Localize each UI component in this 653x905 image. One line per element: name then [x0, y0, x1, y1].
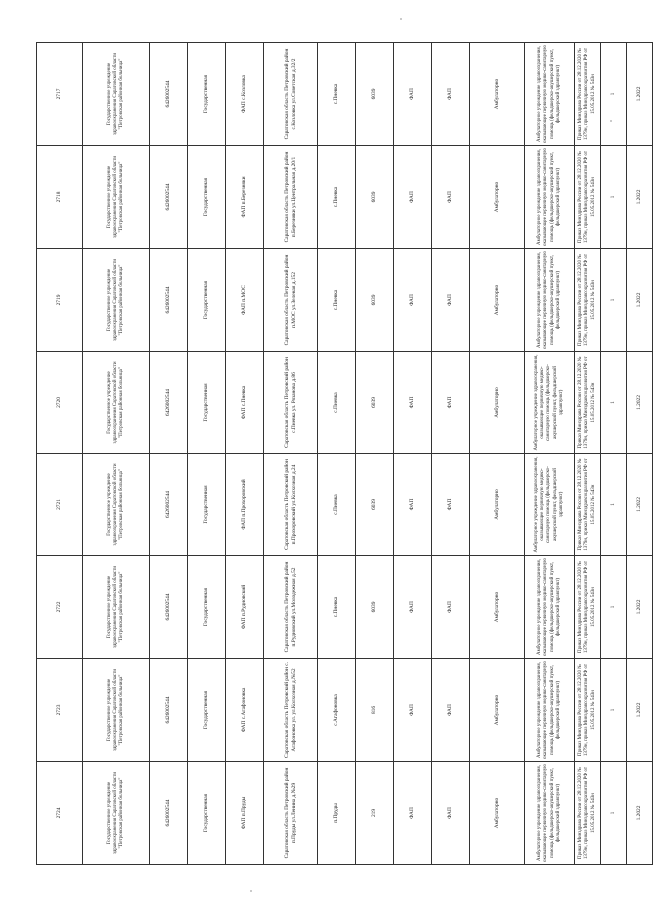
cell-facility-subtype: ФАП — [432, 352, 470, 454]
cell-facility-subtype: ФАП — [432, 556, 470, 659]
cell-facility-subtype: ФАП — [432, 146, 470, 249]
cell-settlement: с.Пневка — [318, 146, 356, 249]
cell-facility-type: ФАП — [394, 43, 432, 146]
cell-record-number: 2721 — [37, 454, 83, 556]
cell-inn-code: 6426002544 — [150, 556, 188, 659]
cell-institution-name: Государственное учреждение здравоохранения Саратовской области "Петровская районная больница" — [83, 352, 150, 454]
cell-institution-name: Государственное учреждение здравоохранения Саратовской области "Петровская районная больница" — [83, 43, 150, 146]
cell-care-conditions: Амбулаторно — [470, 659, 525, 762]
cell-facility-name: ФАП с.Пневка — [226, 352, 264, 454]
cell-facility-type: ФАП — [394, 659, 432, 762]
cell-regulatory-order: Приказ Минздрава России от 28.12.2020 № 1379н, приказ Минздравсоцразвития РФ от 15.05.2012 № 543н — [575, 556, 601, 659]
cell-date: 1.2022 — [627, 556, 653, 659]
cell-regulatory-order: Приказ Минздрава России от 28.12.2020 № 1379н, приказ Минздравсоцразвития РФ от 15.05.2012 № 543н — [575, 146, 601, 249]
cell-facility-subtype: ФАП — [432, 43, 470, 146]
cell-record-number: 2720 — [37, 352, 83, 454]
cell-unit-count: 1 — [601, 556, 627, 659]
cell-regulatory-order: Приказ Минздрава России от 28.12.2020 № 1379н, приказ Минздравсоцразвития РФ от 15.05.2012 № 543н — [575, 659, 601, 762]
cell-inn-code: 6426002544 — [150, 659, 188, 762]
cell-settlement: с.Пневка — [318, 43, 356, 146]
cell-structure-description: Амбулаторное учреждение здравоохранения, оказывающее первичную медико-санитарную помощь (фельдшерско-акушерский пункт, фельдшерский здравпункт) — [525, 556, 575, 659]
cell-care-conditions: Амбулаторно — [470, 43, 525, 146]
cell-facility-subtype: ФАП — [432, 454, 470, 556]
cell-inn-code: 6426002544 — [150, 249, 188, 352]
cell-facility-name: ФАП п.Рудновский — [226, 556, 264, 659]
cell-unit-count: 1 — [601, 659, 627, 762]
cell-unit-count: 1 — [601, 352, 627, 454]
cell-institution-name: Государственное учреждение здравоохранения Саратовской области "Петровская районная больница" — [83, 556, 150, 659]
cell-facility-address: Саратовская область Петровский район с. Агафоновка ул. ул.Колхозная д.№52 — [264, 659, 318, 762]
table-row-facility-name — [226, 43, 264, 865]
table-row-ownership-form — [188, 43, 226, 865]
cell-facility-name: ФАП п.Березняки — [226, 146, 264, 249]
cell-ownership-form: Государственная — [188, 146, 226, 249]
cell-record-number: 2719 — [37, 249, 83, 352]
cell-inn-code: 6426002544 — [150, 762, 188, 865]
cell-facility-subtype: ФАП — [432, 762, 470, 865]
cell-facility-type: ФАП — [394, 146, 432, 249]
cell-inn-code: 6426002544 — [150, 146, 188, 249]
cell-facility-name: ФАП п.Прохоровский — [226, 454, 264, 556]
cell-ownership-form: Государственная — [188, 43, 226, 146]
cell-facility-name: ФАП п.Пруды — [226, 762, 264, 865]
cell-care-conditions: Амбулаторно — [470, 249, 525, 352]
cell-regulatory-order: Приказ Минздрава России от 28.12.2020 № 1379н, приказ Минздравсоцразвития РФ от 15.05.2012 № 543н — [575, 249, 601, 352]
cell-facility-subtype: ФАП — [432, 249, 470, 352]
table-row-unit-count — [601, 43, 627, 865]
cell-unit-count: 1 — [601, 762, 627, 865]
cell-settlement: с.Пневка — [318, 556, 356, 659]
cell-facility-type: ФАП — [394, 352, 432, 454]
cell-date: 1.2022 — [627, 762, 653, 865]
cell-facility-address: Саратовская область Петровский район п.Прохоровский ул.Колхозная д.24 — [264, 454, 318, 556]
cell-care-conditions: Амбулаторно — [470, 352, 525, 454]
cell-institution-name: Государственное учреждение здравоохранения Саратовской области "Петровская районная больница" — [83, 146, 150, 249]
cell-facility-address: Саратовская область Петровский район п.МОС ул.Зеленая д.152 — [264, 249, 318, 352]
cell-ownership-form: Государственная — [188, 249, 226, 352]
cell-settlement: с.Пневка — [318, 352, 356, 454]
cell-structure-description: Амбулаторное учреждение здравоохранения, оказывающее первичную медико-санитарную помощь (фельдшерско-акушерский пункт, фельдшерский здравпункт) — [525, 762, 575, 865]
cell-structure-description: Амбулаторное учреждение здравоохранения, оказывающее первичную медико-санитарную помощь (фельдшерско-акушерский пункт, фельдшерский здравпункт) — [525, 249, 575, 352]
cell-facility-subtype: ФАП — [432, 659, 470, 762]
cell-population: 6039 — [356, 352, 394, 454]
cell-institution-name: Государственное учреждение здравоохранения Саратовской области "Петровская районная больница" — [83, 762, 150, 865]
cell-facility-type: ФАП — [394, 762, 432, 865]
cell-ownership-form: Государственная — [188, 762, 226, 865]
cell-regulatory-order: Приказ Минздрава России от 28.12.2020 № 1379н, приказ Минздравсоцразвития РФ от 15.05.2012 № 543н — [575, 352, 601, 454]
table-row-facility-address — [264, 43, 318, 865]
cell-population: 219 — [356, 762, 394, 865]
cell-population: 6039 — [356, 249, 394, 352]
cell-regulatory-order: Приказ Минздрава России от 28.12.2020 № 1379н, приказ Минздравсоцразвития РФ от 15.05.2012 № 543н — [575, 43, 601, 146]
cell-facility-name: ФАП п.МОС — [226, 249, 264, 352]
cell-ownership-form: Государственная — [188, 454, 226, 556]
cell-ownership-form: Государственная — [188, 352, 226, 454]
cell-unit-count: 1 — [601, 146, 627, 249]
rotated-table-wrapper — [36, 43, 643, 865]
cell-structure-description: Амбулаторное учреждение здравоохранения, оказывающее первичную медико-санитарную помощь (фельдшерско-акушерский пункт, фельдшерский здравпункт) — [525, 454, 575, 556]
cell-facility-address: Саратовская область Петровский район п.Березняки ул.Центральная д.20/1 — [264, 146, 318, 249]
cell-facility-address: Саратовская область Петровский район п.Рудновский ул.Молодежная д.52 — [264, 556, 318, 659]
cell-regulatory-order: Приказ Минздрава России от 28.12.2020 № 1379н, приказ Минздравсоцразвития РФ от 15.05.2012 № 543н — [575, 454, 601, 556]
cell-structure-description: Амбулаторное учреждение здравоохранения, оказывающее первичную медико-санитарную помощь (фельдшерско-акушерский пункт, фельдшерский здравпункт) — [525, 352, 575, 454]
table-row-inn-code — [150, 43, 188, 865]
cell-settlement: с.Пневка — [318, 454, 356, 556]
cell-record-number: 2724 — [37, 762, 83, 865]
cell-care-conditions: Амбулаторно — [470, 146, 525, 249]
cell-ownership-form: Государственная — [188, 659, 226, 762]
cell-population: 6039 — [356, 43, 394, 146]
registry-table — [36, 42, 653, 865]
cell-regulatory-order: Приказ Минздрава России от 28.12.2020 № 1379н, приказ Минздравсоцразвития РФ от 15.05.2012 № 543н — [575, 762, 601, 865]
cell-structure-description: Амбулаторное учреждение здравоохранения, оказывающее первичную медико-санитарную помощь (фельдшерско-акушерский пункт, фельдшерский здравпункт) — [525, 43, 575, 146]
cell-record-number: 2717 — [37, 43, 83, 146]
cell-inn-code: 6426002544 — [150, 352, 188, 454]
cell-date: 1.2022 — [627, 454, 653, 556]
cell-record-number: 2723 — [37, 659, 83, 762]
cell-inn-code: 6426002544 — [150, 454, 188, 556]
scan-speck — [400, 18, 402, 20]
cell-settlement: п.Пруды — [318, 762, 356, 865]
cell-date: 1.2022 — [627, 659, 653, 762]
table-row-structure-description — [525, 43, 575, 865]
cell-facility-address: Саратовская область Петровский район с.Козловка ул.Советская д.32/2 — [264, 43, 318, 146]
cell-record-number: 2718 — [37, 146, 83, 249]
cell-date: 1.2022 — [627, 43, 653, 146]
cell-care-conditions: Амбулаторно — [470, 454, 525, 556]
cell-institution-name: Государственное учреждение здравоохранения Саратовской области "Петровская районная больница" — [83, 454, 150, 556]
cell-record-number: 2722 — [37, 556, 83, 659]
table-row-settlement — [318, 43, 356, 865]
cell-population: 6039 — [356, 556, 394, 659]
cell-ownership-form: Государственная — [188, 556, 226, 659]
cell-institution-name: Государственное учреждение здравоохранения Саратовской области "Петровская районная больница" — [83, 659, 150, 762]
cell-population: 816 — [356, 659, 394, 762]
cell-structure-description: Амбулаторное учреждение здравоохранения, оказывающее первичную медико-санитарную помощь (фельдшерско-акушерский пункт, фельдшерский здравпункт) — [525, 146, 575, 249]
cell-unit-count: 1 — [601, 454, 627, 556]
cell-settlement: с.Агафоновка — [318, 659, 356, 762]
cell-facility-type: ФАП — [394, 454, 432, 556]
cell-inn-code: 6426002544 — [150, 43, 188, 146]
table-row-record-number — [37, 43, 83, 865]
cell-unit-count: 1 — [601, 43, 627, 146]
cell-facility-type: ФАП — [394, 249, 432, 352]
cell-date: 1.2022 — [627, 249, 653, 352]
cell-unit-count: 1 — [601, 249, 627, 352]
cell-facility-name: ФАП с.Козловка — [226, 43, 264, 146]
cell-care-conditions: Амбулаторно — [470, 556, 525, 659]
cell-date: 1.2022 — [627, 352, 653, 454]
cell-date: 1.2022 — [627, 146, 653, 249]
cell-facility-address: Саратовская область Петровский район п.Пруды ул.Ленина д.№29 — [264, 762, 318, 865]
cell-facility-name: ФАП с.Агафоновка — [226, 659, 264, 762]
table-row-date — [627, 43, 653, 865]
cell-care-conditions: Амбулаторно — [470, 762, 525, 865]
scan-speck — [250, 890, 252, 892]
table-row-facility-subtype — [432, 43, 470, 865]
cell-population: 6039 — [356, 454, 394, 556]
cell-settlement: с.Пневка — [318, 249, 356, 352]
table-row-care-conditions — [470, 43, 525, 865]
table-row-institution-name — [83, 43, 150, 865]
cell-institution-name: Государственное учреждение здравоохранения Саратовской области "Петровская районная больница" — [83, 249, 150, 352]
table-row-facility-type — [394, 43, 432, 865]
table-row-population — [356, 43, 394, 865]
cell-facility-type: ФАП — [394, 556, 432, 659]
table-row-regulatory-order — [575, 43, 601, 865]
cell-facility-address: Саратовская область Петровский район с.Пневка ул. Рязанова д.86 — [264, 352, 318, 454]
cell-structure-description: Амбулаторное учреждение здравоохранения, оказывающее первичную медико-санитарную помощь (фельдшерско-акушерский пункт, фельдшерский здравпункт) — [525, 659, 575, 762]
cell-population: 6039 — [356, 146, 394, 249]
